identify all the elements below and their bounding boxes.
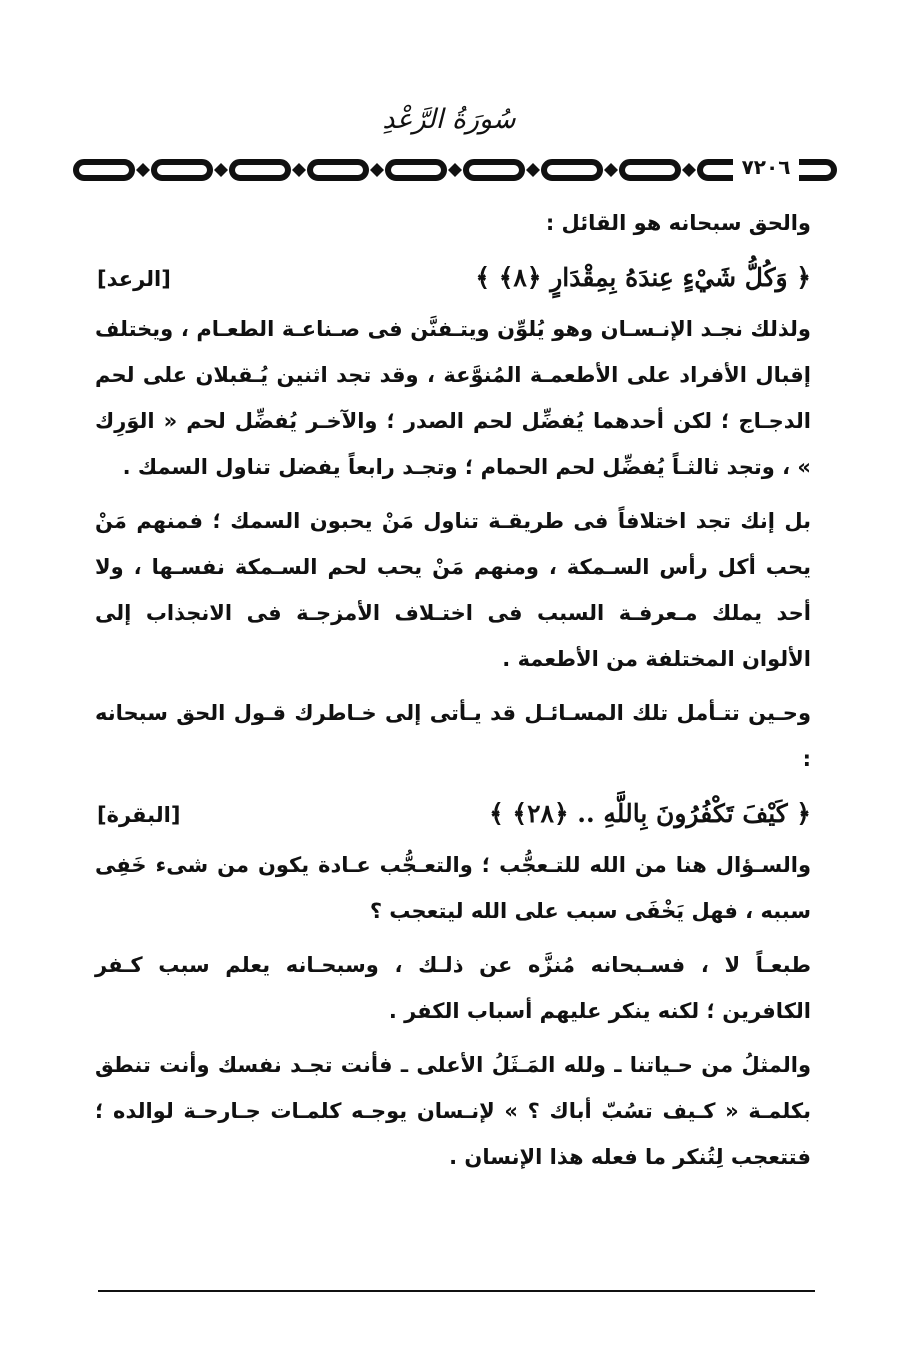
verse-al-baqarah-28	[95, 786, 811, 842]
intro-line-1: والحق سبحانه هو القائل :	[545, 211, 811, 235]
paragraph-example: والمثلُ من حـياتنا ـ ولله المَـثَلُ الأعلى ـ فأنت تجـد نفسك وأنت تنطق بكلمـة « كـيف تسُبّ أباك ؟ » لإنـسان يوجـه كلمـات جـارحـة لوالده ؛ فتتعجب لِتُنكر ما فعله هذا الإنسان .	[95, 1053, 811, 1169]
verse-al-rad-8	[95, 250, 811, 306]
paragraph-answer: طبعـاً لا ، فسـبحانه مُنزَّه عن ذلـك ، وسبحـانه يعلم سبب كـفر الكافرين ؛ لكنه ينكر عليهم أسباب الكفر .	[95, 953, 811, 1023]
verse-source: [الرعد]	[97, 267, 171, 291]
verse-text: ﴿ كَيْفَ تَكْفُرُونَ بِاللَّهِ .. ﴿٢٨﴾ ﴾	[489, 799, 811, 828]
surah-title: سُورَةُ الرَّعْدِ	[382, 104, 516, 135]
page-number: ٧٢٠٦	[733, 150, 799, 184]
paragraph-food-preferences: ولذلك نجـد الإنـسـان وهو يُلوِّن ويتـفنَّن فى صـناعـة الطعـام ، ويختلف إقبال الأفراد على الأطعمـة المُنوَّعة ، وقد تجد اثنين يُـقبلان على لحم الدجـاج ؛ لكن أحدهما يُفضِّل لحم الصدر ؛ والآخـر يُفضِّل لحم « الوَرِك » ، وتجد ثالثـاً يُفضِّل لحم الحمام ؛ وتجـد رابعاً يفضل تناول السمك .	[95, 317, 811, 479]
page-body	[95, 200, 811, 1180]
paragraph-fish-eating: بل إنك تجد اختلافاً فى طريقـة تناول مَنْ يحبون السمك ؛ فمنهم مَنْ يحب أكل رأس السـمكة ، ومنهم مَنْ يحب لحم السـمكة نفسـها ، ولا أحد يملك مـعرفـة السبب فى اختـلاف الأمزجـة فى الانجذاب إلى الألوان المختلفة من الأطعمة .	[95, 509, 811, 671]
intro-line-2: وحـين تتـأمل تلك المسـائـل قد يـأتى إلى خـاطرك قـول الحق سبحانه :	[95, 701, 811, 771]
paragraph-question: والسـؤال هنا من الله للتـعجُّب ؛ والتعـجُّب عـادة يكون من شىء خَفِى سببه ، فهل يَخْفَى سبب على الله ليتعجب ؟	[95, 853, 811, 923]
footer-rule	[98, 1290, 815, 1292]
verse-source: [البقرة]	[97, 803, 181, 827]
ornamental-chain-border	[72, 152, 838, 188]
verse-text: ﴿ وَكُلُّ شَيْءٍ عِندَهُ بِمِقْدَارٍ ﴿٨﴾ ﴾	[475, 263, 811, 292]
